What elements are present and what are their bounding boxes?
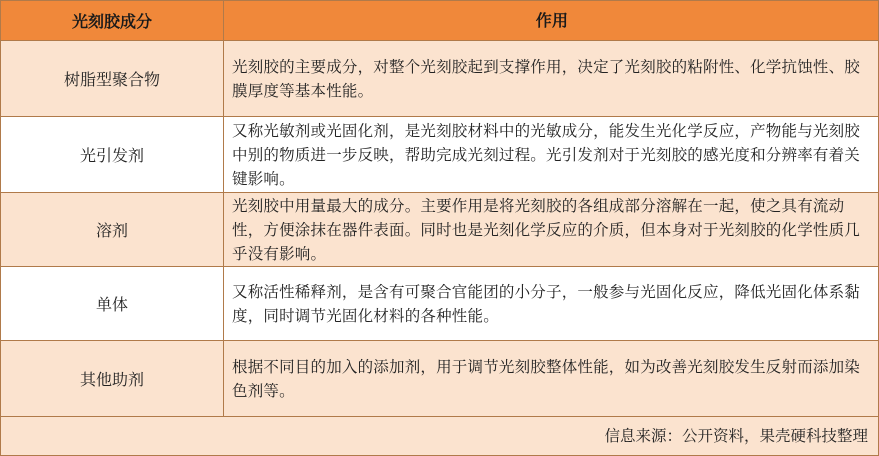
- component-role: 光刻胶的主要成分，对整个光刻胶起到支撑作用，决定了光刻胶的粘附性、化学抗蚀性、胶膜厚度等基本性能。: [224, 41, 878, 117]
- table-row: [1, 41, 878, 117]
- table-row: [1, 193, 878, 267]
- component-name: 单体: [1, 267, 224, 341]
- table-row: [1, 267, 878, 341]
- component-role: 光刻胶中用量最大的成分。主要作用是将光刻胶的各组成部分溶解在一起，使之具有流动性，方便涂抹在器件表面。同时也是光刻化学反应的介质，但本身对于光刻胶的化学性质几乎没有影响。: [224, 193, 878, 267]
- table-row: [1, 117, 878, 193]
- component-name: 树脂型聚合物: [1, 41, 224, 117]
- component-name: 其他助剂: [1, 341, 224, 417]
- header-role: 作用: [224, 1, 878, 41]
- table-row: [1, 341, 878, 417]
- component-role: 又称光敏剂或光固化剂，是光刻胶材料中的光敏成分，能发生光化学反应，产物能与光刻胶中别的物质进一步反映，帮助完成光刻过程。光引发剂对于光刻胶的感光度和分辨率有着关键影响。: [224, 117, 878, 193]
- component-role: 根据不同目的加入的添加剂，用于调节光刻胶整体性能，如为改善光刻胶发生反射而添加染色剂等。: [224, 341, 878, 417]
- component-name: 光引发剂: [1, 117, 224, 193]
- table-header-row: [1, 1, 878, 41]
- source-note: 信息来源：公开资料，果壳硬科技整理: [1, 417, 878, 455]
- component-name: 溶剂: [1, 193, 224, 267]
- header-component: 光刻胶成分: [1, 1, 224, 41]
- component-role: 又称活性稀释剂，是含有可聚合官能团的小分子，一般参与光固化反应，降低光固化体系黏度，同时调节光固化材料的各种性能。: [224, 267, 878, 341]
